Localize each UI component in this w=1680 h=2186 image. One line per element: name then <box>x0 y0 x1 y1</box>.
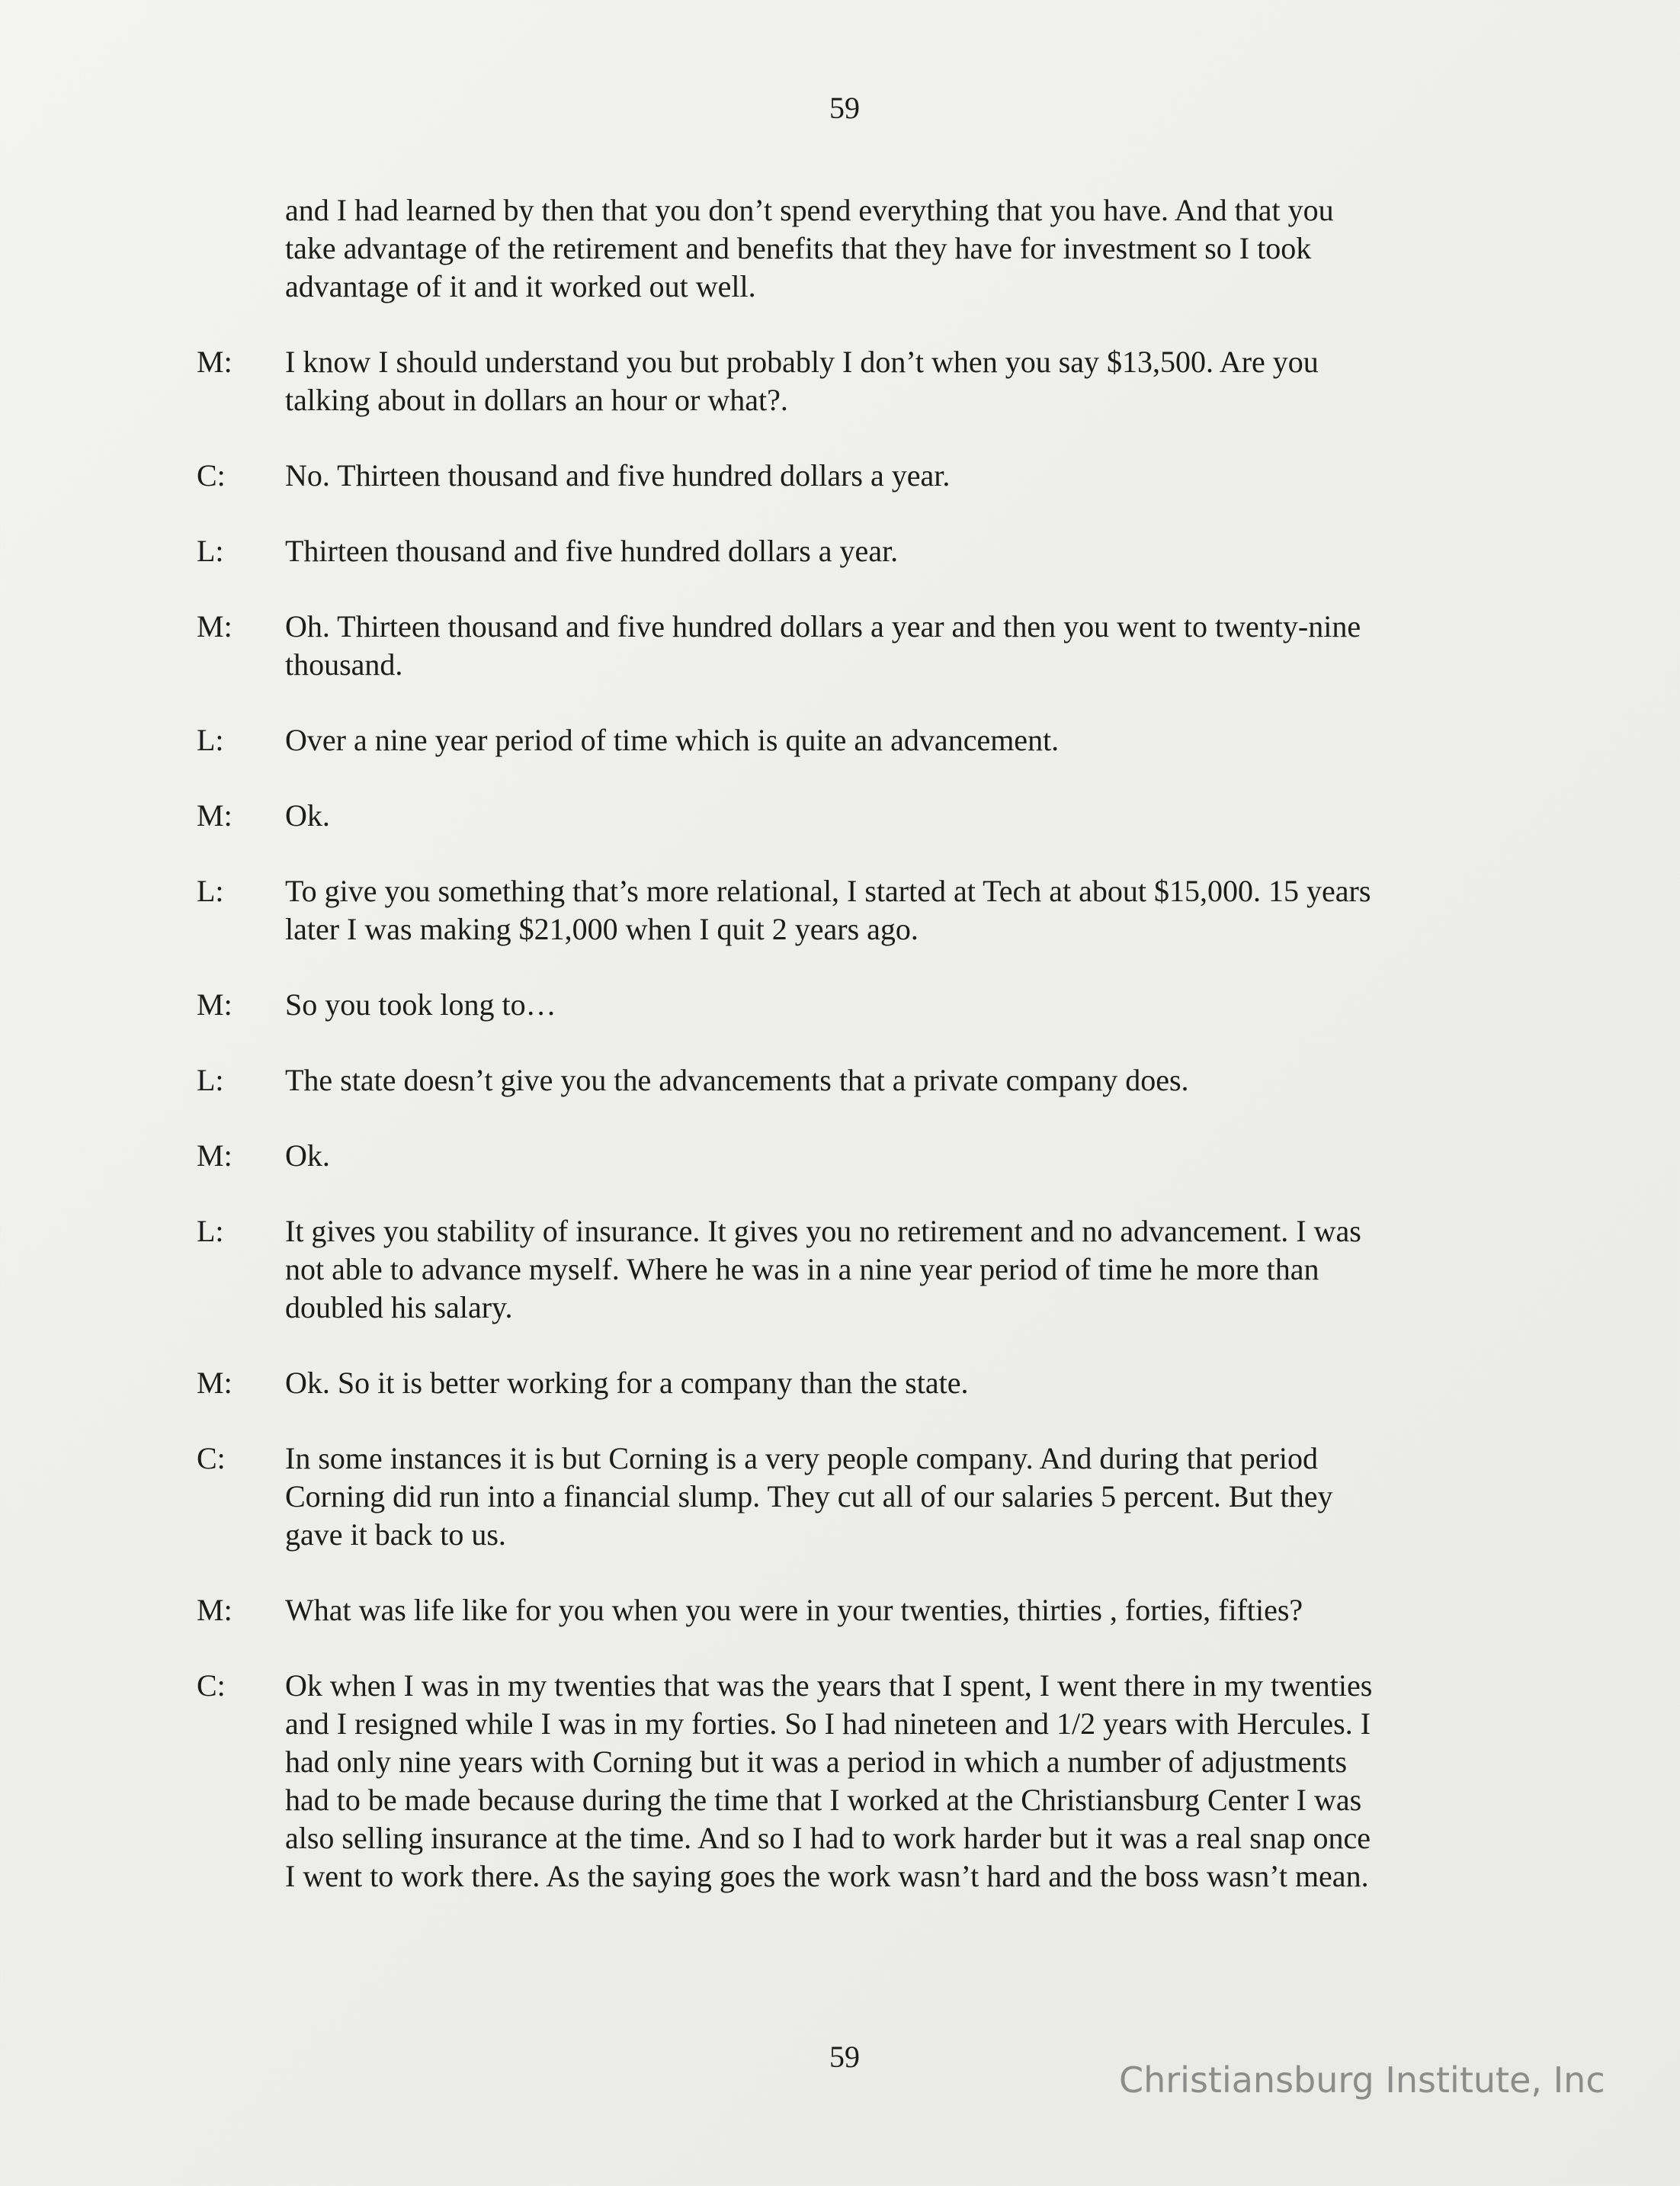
speaker-label: M: <box>197 1138 232 1173</box>
speaker-label: L: <box>197 723 224 757</box>
dialogue-text: I know I should understand you but probably I don’t when you say $13,500. Are you talking about in dollars an hour or what?. <box>285 345 1319 417</box>
transcript-body <box>197 191 1508 1933</box>
dialogue-entry <box>197 872 1508 949</box>
dialogue-entry <box>197 721 1508 759</box>
speaker-label: C: <box>197 1441 226 1475</box>
dialogue-entry <box>197 1061 1508 1099</box>
speaker-label: M: <box>197 1593 232 1627</box>
dialogue-entry <box>197 1440 1508 1554</box>
speaker-label: L: <box>197 1063 224 1097</box>
speaker-label: C: <box>197 1668 226 1703</box>
speaker-label: M: <box>197 609 232 644</box>
page-number-top: 59 <box>829 91 860 125</box>
dialogue-entry <box>197 532 1508 570</box>
dialogue-entry <box>197 1667 1508 1895</box>
dialogue-entry <box>197 457 1508 495</box>
continuation-paragraph <box>197 191 1508 306</box>
speaker-label: L: <box>197 874 224 908</box>
speaker-label: M: <box>197 798 232 833</box>
dialogue-text: Ok. So it is better working for a company than the state. <box>285 1366 969 1400</box>
dialogue-text: No. Thirteen thousand and five hundred dollars a year. <box>285 458 951 493</box>
dialogue-text: Oh. Thirteen thousand and five hundred dollars a year and then you went to twenty-nine thousand. <box>285 609 1361 682</box>
dialogue-text: Ok. <box>285 798 330 833</box>
dialogue-text: What was life like for you when you were in your twenties, thirties , forties, fifties? <box>285 1593 1303 1627</box>
dialogue-entry <box>197 1591 1508 1629</box>
dialogue-text: Ok when I was in my twenties that was the years that I spent, I went there in my twenties and I resigned while I was in my forties. So I had nineteen and 1/2 years with Hercules. I had only nine years with Corning but it was a period in which a number of adjustments had to be made because during the time that I worked at the Christiansburg Center I was also selling insurance at the time. And so I had to work harder but it was a real snap once I went to work there. As the saying goes the work wasn’t hard and the boss wasn’t mean. <box>285 1668 1373 1893</box>
dialogue-text: Thirteen thousand and five hundred dollars a year. <box>285 534 899 568</box>
dialogue-text: It gives you stability of insurance. It gives you no retirement and no advancement. I was not able to advance myself. Where he was in a nine year period of time he more than doubled his salary. <box>285 1214 1361 1324</box>
speaker-label: M: <box>197 1366 232 1400</box>
watermark: Christiansburg Institute, Inc <box>1119 2059 1605 2101</box>
dialogue-text: In some instances it is but Corning is a very people company. And during that period Corning did run into a financial slump. They cut all of our salaries 5 percent. But they gave it back to us. <box>285 1441 1333 1552</box>
speaker-label: L: <box>197 1214 224 1248</box>
dialogue-text: The state doesn’t give you the advancements that a private company does. <box>285 1063 1189 1097</box>
speaker-label: M: <box>197 987 232 1022</box>
page-number-bottom: 59 <box>829 2040 860 2074</box>
dialogue-list <box>197 343 1508 1895</box>
dialogue-text: So you took long to… <box>285 987 556 1022</box>
dialogue-entry <box>197 1364 1508 1402</box>
dialogue-entry <box>197 343 1508 419</box>
speaker-label: L: <box>197 534 224 568</box>
dialogue-text: To give you something that’s more relational, I started at Tech at about $15,000. 15 years later I was making $21,000 when I quit 2 years ago. <box>285 874 1371 946</box>
dialogue-entry <box>197 1212 1508 1327</box>
speaker-label: M: <box>197 345 232 379</box>
continuation-text: and I had learned by then that you don’t spend everything that you have. And that you take advantage of the retirement and benefits that they have for investment so I took advantage of it and it worked out well. <box>285 193 1334 303</box>
dialogue-text: Ok. <box>285 1138 330 1173</box>
dialogue-entry <box>197 986 1508 1024</box>
speaker-label: C: <box>197 458 226 493</box>
dialogue-entry <box>197 797 1508 835</box>
dialogue-entry <box>197 1137 1508 1175</box>
dialogue-text: Over a nine year period of time which is quite an advancement. <box>285 723 1060 757</box>
dialogue-entry <box>197 608 1508 684</box>
